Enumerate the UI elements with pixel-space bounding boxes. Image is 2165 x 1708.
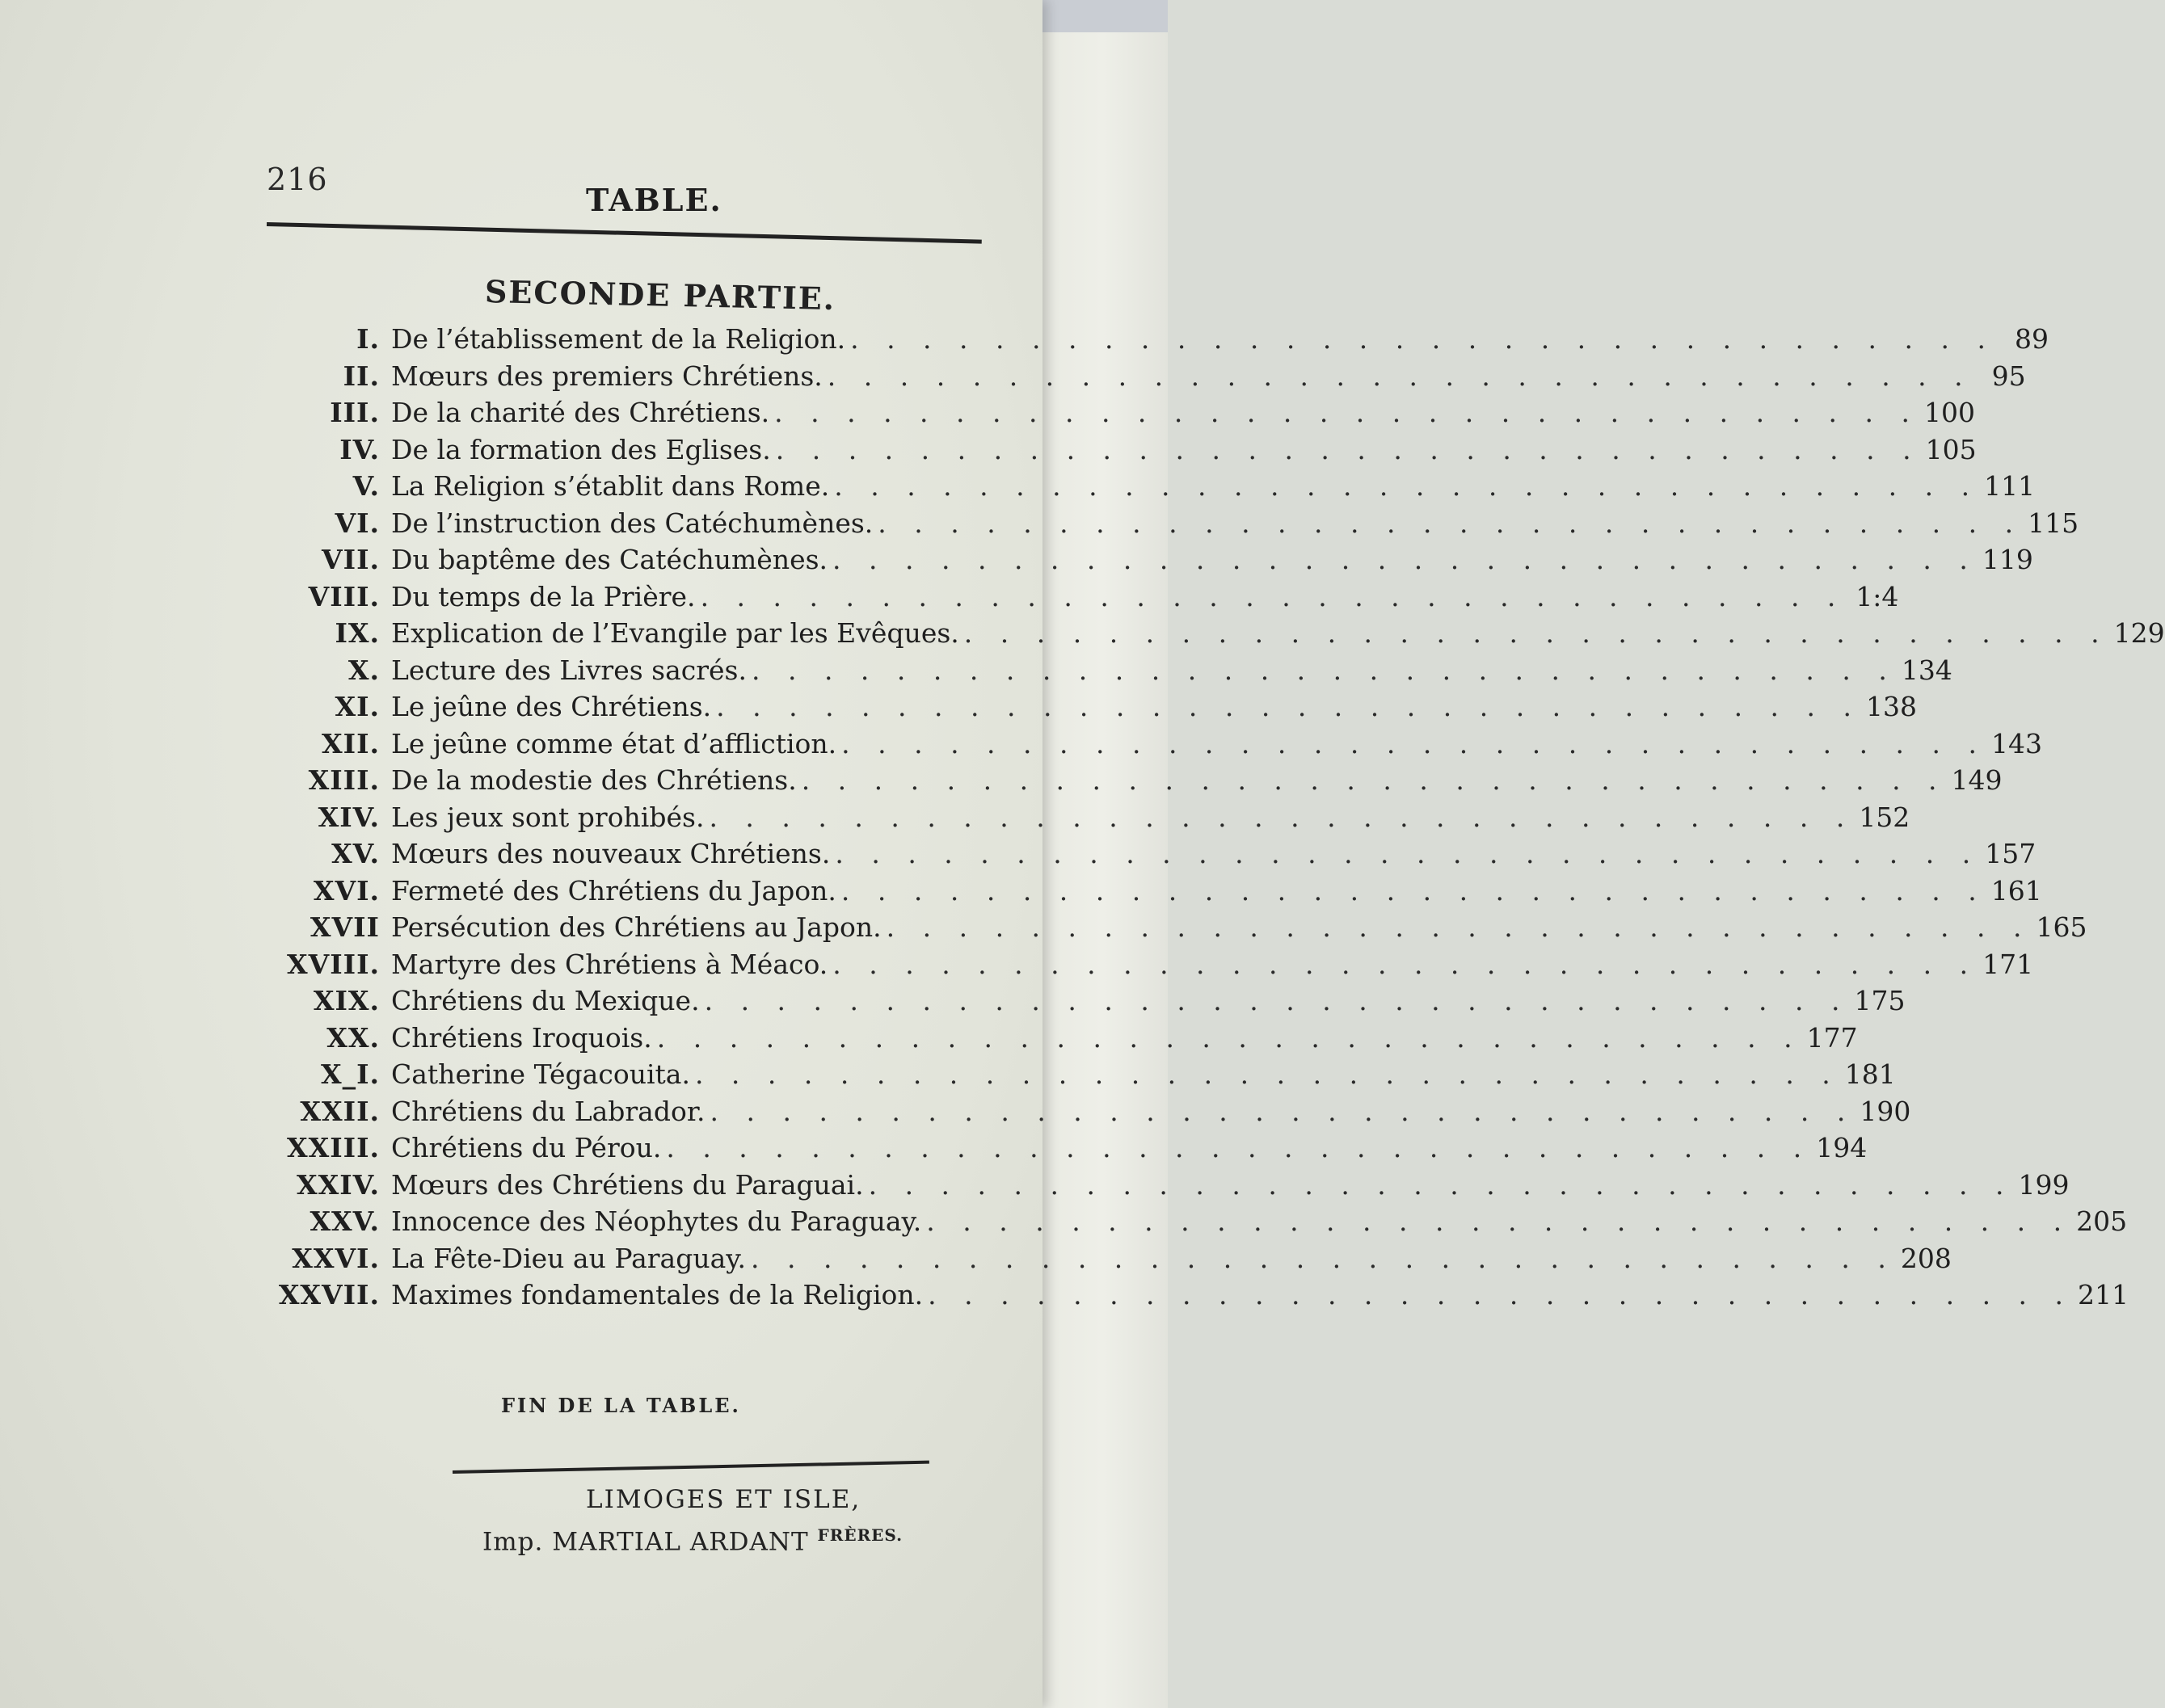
toc-chapter-title: Explication de l’Evangile par les Evêques. (391, 617, 959, 649)
toc-leader-dots (921, 1205, 2076, 1237)
toc-chapter-number: XX. (326, 1021, 380, 1054)
toc-leader-dots (769, 397, 1924, 428)
toc-chapter-title: Le jeûne des Chrétiens. (391, 691, 712, 722)
toc-page-number: 152 (1859, 801, 1910, 833)
toc-chapter-number: XXIII. (286, 1132, 380, 1163)
toc-leader-dots (836, 875, 1991, 907)
toc-page-number: 95 (1991, 360, 2026, 392)
toc-chapter-number: XV. (331, 838, 380, 869)
toc-page-number: 175 (1854, 985, 1906, 1016)
toc-leader-dots (652, 1022, 1807, 1054)
toc-page-number: 165 (2036, 911, 2087, 943)
toc-entry (259, 838, 2037, 875)
toc-chapter-number: X. (347, 654, 380, 686)
toc-entry (259, 1095, 1911, 1133)
toc-leader-dots (829, 470, 1984, 502)
toc-page-number: 149 (1951, 764, 2003, 796)
toc-entry (259, 691, 1917, 728)
toc-entry (259, 764, 2003, 801)
toc-chapter-title: De la formation des Eglises. (391, 433, 771, 465)
bottom-rule (453, 1461, 929, 1474)
toc-page-number: 134 (1901, 654, 1952, 686)
toc-chapter-title: Chrétiens du Labrador. (391, 1095, 706, 1127)
toc-leader-dots (836, 728, 1991, 759)
toc-entry (259, 911, 2087, 949)
toc-entry (259, 470, 2036, 507)
toc-leader-dots (706, 1096, 1860, 1127)
imprint-line-2 (482, 1525, 903, 1556)
toc-chapter-title: La Religion s’établit dans Rome. (391, 470, 830, 502)
toc-chapter-title: De l’établissement de la Religion. (391, 323, 846, 355)
toc-leader-dots (696, 581, 1851, 612)
toc-page-number: 205 (2076, 1205, 2128, 1237)
toc-page-number: 138 (1866, 691, 1917, 722)
toc-chapter-number: XXIV. (297, 1168, 380, 1201)
toc-chapter-number: V. (352, 470, 380, 502)
toc-entry (259, 580, 1899, 618)
toc-chapter-title: Les jeux sont prohibés. (391, 801, 705, 833)
toc-leader-dots (661, 1132, 1816, 1163)
toc-entry (259, 1168, 2070, 1206)
toc-page-number: 143 (1991, 727, 2042, 759)
toc-chapter-title: Chrétiens du Pérou. (391, 1132, 662, 1163)
toc-chapter-number: XI. (335, 691, 380, 722)
toc-chapter-title: De la modestie des Chrétiens. (391, 764, 797, 796)
toc-chapter-title: Martyre des Chrétiens à Méaco. (391, 948, 828, 980)
toc-entry (259, 874, 2042, 912)
running-title: TABLE. (586, 182, 722, 218)
toc-page-number: 171 (1982, 948, 2034, 980)
toc-entry (259, 544, 2033, 581)
toc-chapter-title: Fermeté des Chrétiens du Japon. (391, 874, 836, 907)
toc-chapter-number: XXII. (300, 1095, 380, 1127)
toc-page-number: 129 (2113, 617, 2165, 649)
toc-chapter-number: XVII (310, 911, 380, 943)
toc-chapter-number: XXVI. (292, 1242, 380, 1274)
toc-chapter-title: Catherine Tégacouita. (391, 1058, 690, 1090)
toc-page-number: 119 (1982, 544, 2033, 575)
toc-chapter-number: XIV. (318, 801, 380, 833)
toc-chapter-title: La Fête-Dieu au Paraguay. (391, 1242, 746, 1274)
section-title: SECONDE PARTIE. (484, 273, 836, 318)
toc-page-number: 177 (1806, 1021, 1858, 1054)
toc-chapter-title: Le jeûne comme état d’affliction. (391, 727, 837, 759)
toc-page-number: 181 (1844, 1058, 1896, 1090)
toc-page-number: 89 (2014, 323, 2049, 355)
toc-chapter-number: I. (356, 323, 380, 355)
toc-entry (259, 654, 1952, 692)
toc-entry (259, 1279, 2129, 1316)
toc-entry (259, 507, 2079, 545)
toc-chapter-title: Innocence des Néophytes du Paraguay. (391, 1205, 922, 1237)
toc-chapter-number: III. (330, 397, 380, 428)
toc-entry (259, 1021, 1858, 1059)
toc-chapter-number: XVI. (313, 874, 380, 907)
end-of-table: FIN DE LA TABLE. (501, 1394, 741, 1417)
toc-chapter-title: Persécution des Chrétiens au Japon. (391, 911, 882, 943)
toc-chapter-number: XVIII. (286, 948, 380, 980)
toc-chapter-title: Du baptême des Catéchumènes. (391, 544, 828, 575)
toc-leader-dots (873, 507, 2028, 539)
toc-page-number: 115 (2028, 507, 2079, 539)
toc-page-number: 111 (1984, 470, 2036, 502)
toc-page-number: 105 (1925, 433, 1977, 465)
table-of-contents (259, 323, 2165, 1316)
toc-leader-dots (823, 360, 1978, 392)
toc-chapter-number: XIII. (308, 764, 380, 796)
toc-page-number: 190 (1860, 1095, 1911, 1127)
toc-chapter-number: X_I. (320, 1058, 380, 1090)
toc-chapter-title: Chrétiens du Mexique. (391, 985, 700, 1016)
toc-leader-dots (746, 1243, 1901, 1274)
toc-entry (259, 323, 2049, 360)
toc-entry (259, 801, 1910, 839)
toc-entry (259, 397, 1975, 434)
toc-leader-dots (700, 985, 1855, 1016)
toc-leader-dots (797, 764, 1952, 796)
toc-chapter-number: VII. (322, 544, 380, 575)
toc-entry (259, 1058, 1896, 1096)
printer-freres: FRÈRES. (817, 1525, 903, 1545)
toc-leader-dots (690, 1058, 1845, 1090)
toc-chapter-number: II. (343, 360, 380, 392)
toc-leader-dots (923, 1279, 2078, 1310)
toc-leader-dots (882, 911, 2037, 943)
printer-name: Imp. MARTIAL ARDANT (482, 1527, 809, 1557)
toc-page-number: 194 (1816, 1132, 1868, 1163)
toc-leader-dots (704, 801, 1859, 833)
toc-leader-dots (828, 544, 1982, 575)
toc-page-number: 100 (1923, 397, 1975, 428)
toc-chapter-title: De la charité des Chrétiens. (391, 397, 770, 428)
toc-entry (259, 1205, 2128, 1243)
toc-entry (259, 985, 1906, 1022)
toc-chapter-title: Mœurs des nouveaux Chrétiens. (391, 838, 831, 869)
toc-leader-dots (959, 617, 2114, 649)
toc-chapter-number: IV. (339, 433, 380, 465)
toc-entry (259, 948, 2034, 986)
toc-chapter-number: XXV. (310, 1205, 380, 1237)
toc-leader-dots (747, 654, 1902, 686)
toc-chapter-title: Mœurs des Chrétiens du Paraguai. (391, 1168, 864, 1201)
toc-page-number: 211 (2078, 1279, 2129, 1310)
toc-page-number: 161 (1990, 874, 2042, 907)
toc-chapter-number: XIX. (313, 985, 380, 1016)
toc-entry (259, 1132, 1868, 1169)
toc-chapter-number: VI. (335, 507, 380, 539)
toc-chapter-number: VIII. (308, 580, 380, 612)
toc-chapter-title: Maximes fondamentales de la Religion. (391, 1279, 924, 1310)
toc-chapter-number: XII. (322, 727, 380, 759)
toc-chapter-title: Du temps de la Prière. (391, 580, 696, 612)
toc-chapter-title: Chrétiens Iroquois. (391, 1021, 652, 1054)
toc-chapter-title: Lecture des Livres sacrés. (391, 654, 747, 686)
toc-leader-dots (830, 838, 1985, 869)
page-header (263, 162, 982, 226)
toc-chapter-title: Mœurs des premiers Chrétiens. (391, 360, 823, 392)
toc-leader-dots (828, 949, 1982, 980)
toc-page-number: 1:4 (1855, 580, 1899, 612)
toc-entry (259, 727, 2042, 765)
toc-chapter-title: De l’instruction des Catéchumènes. (391, 507, 874, 539)
toc-leader-dots (711, 691, 1866, 722)
toc-chapter-number: XXVII. (278, 1279, 380, 1310)
toc-entry (259, 360, 2026, 398)
imprint-line-1: LIMOGES ET ISLE, (586, 1485, 861, 1514)
toc-leader-dots (845, 323, 2000, 355)
toc-chapter-number: IX. (335, 617, 380, 649)
toc-leader-dots (771, 434, 1926, 465)
toc-leader-dots (864, 1169, 2019, 1201)
toc-entry (259, 1242, 1952, 1280)
toc-entry (259, 617, 2165, 654)
toc-page-number: 157 (1985, 838, 2037, 869)
toc-entry (259, 433, 1977, 471)
page-number: 216 (267, 162, 328, 197)
toc-page-number: 208 (1900, 1242, 1952, 1274)
toc-page-number: 199 (2018, 1168, 2070, 1201)
